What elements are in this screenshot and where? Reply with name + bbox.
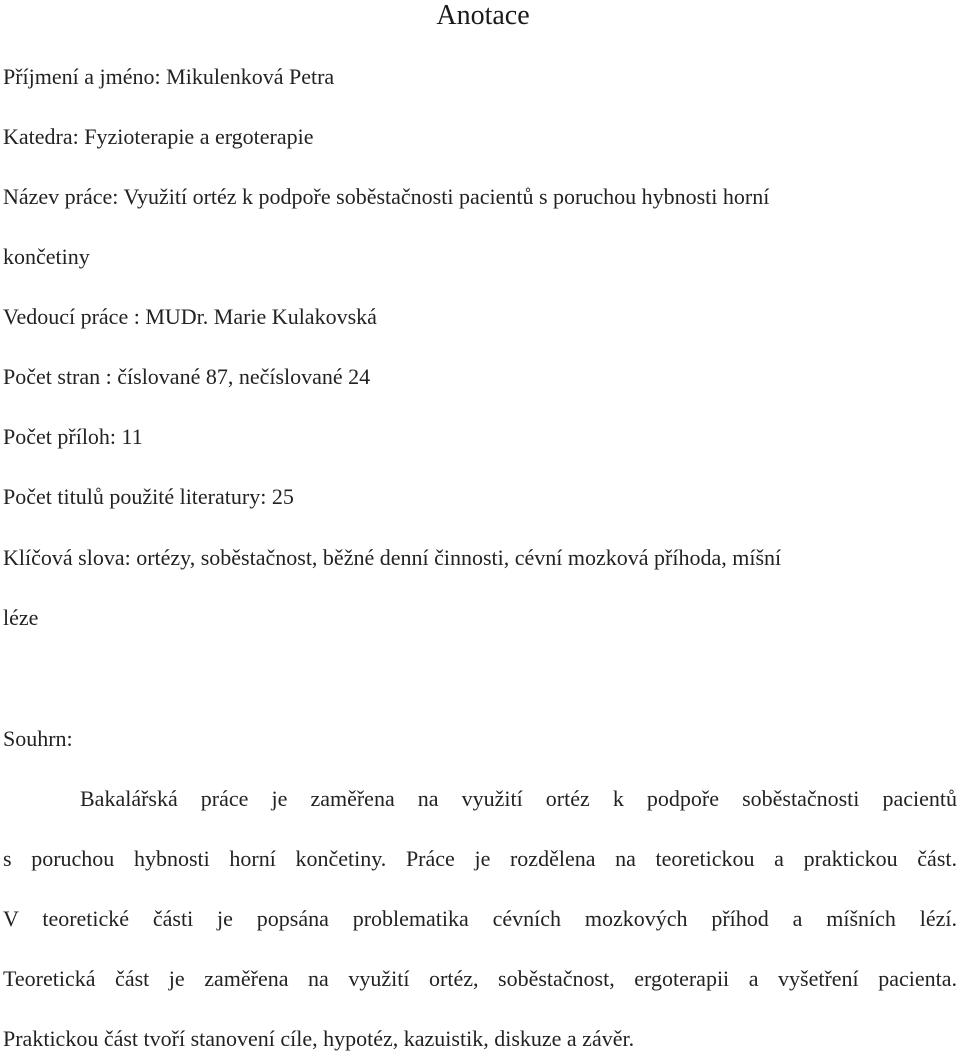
author-line: Příjmení a jméno: Mikulenková Petra xyxy=(3,64,335,89)
summary-label: Souhrn: xyxy=(3,726,73,751)
summary-line: s poruchou hybnosti horní končetiny. Práce je rozdělena na teoretickou a praktickou část. xyxy=(3,846,957,871)
page-count-line: Počet stran : číslované 87, nečíslované 24 xyxy=(3,364,371,389)
appendix-count-line: Počet příloh: 11 xyxy=(3,424,143,449)
summary-line: Teoretická část je zaměřena na využití ortéz, soběstačnost, ergoterapii a vyšetření pacienta. xyxy=(3,966,957,991)
thesis-title-line: Název práce: Využití ortéz k podpoře soběstačnosti pacientů s poruchou hybnosti horní xyxy=(3,184,770,209)
summary-line: V teoretické části je popsána problematika cévních mozkových příhod a míšních lézí. xyxy=(3,906,957,931)
thesis-title-continuation: končetiny xyxy=(3,244,90,269)
department-line: Katedra: Fyzioterapie a ergoterapie xyxy=(3,124,314,149)
keywords-line: Klíčová slova: ortézy, soběstačnost, běžné denní činnosti, cévní mozková příhoda, míšní xyxy=(3,545,782,570)
supervisor-line: Vedoucí práce : MUDr. Marie Kulakovská xyxy=(3,304,377,329)
page-title: Anotace xyxy=(436,0,530,31)
keywords-continuation: léze xyxy=(3,605,39,630)
summary-line: Praktickou část tvoří stanovení cíle, hypotéz, kazuistik, diskuze a závěr. xyxy=(3,1026,635,1051)
literature-count-line: Počet titulů použité literatury: 25 xyxy=(3,484,294,509)
summary-line: Bakalářská práce je zaměřena na využití ortéz k podpoře soběstačnosti pacientů xyxy=(80,786,957,811)
